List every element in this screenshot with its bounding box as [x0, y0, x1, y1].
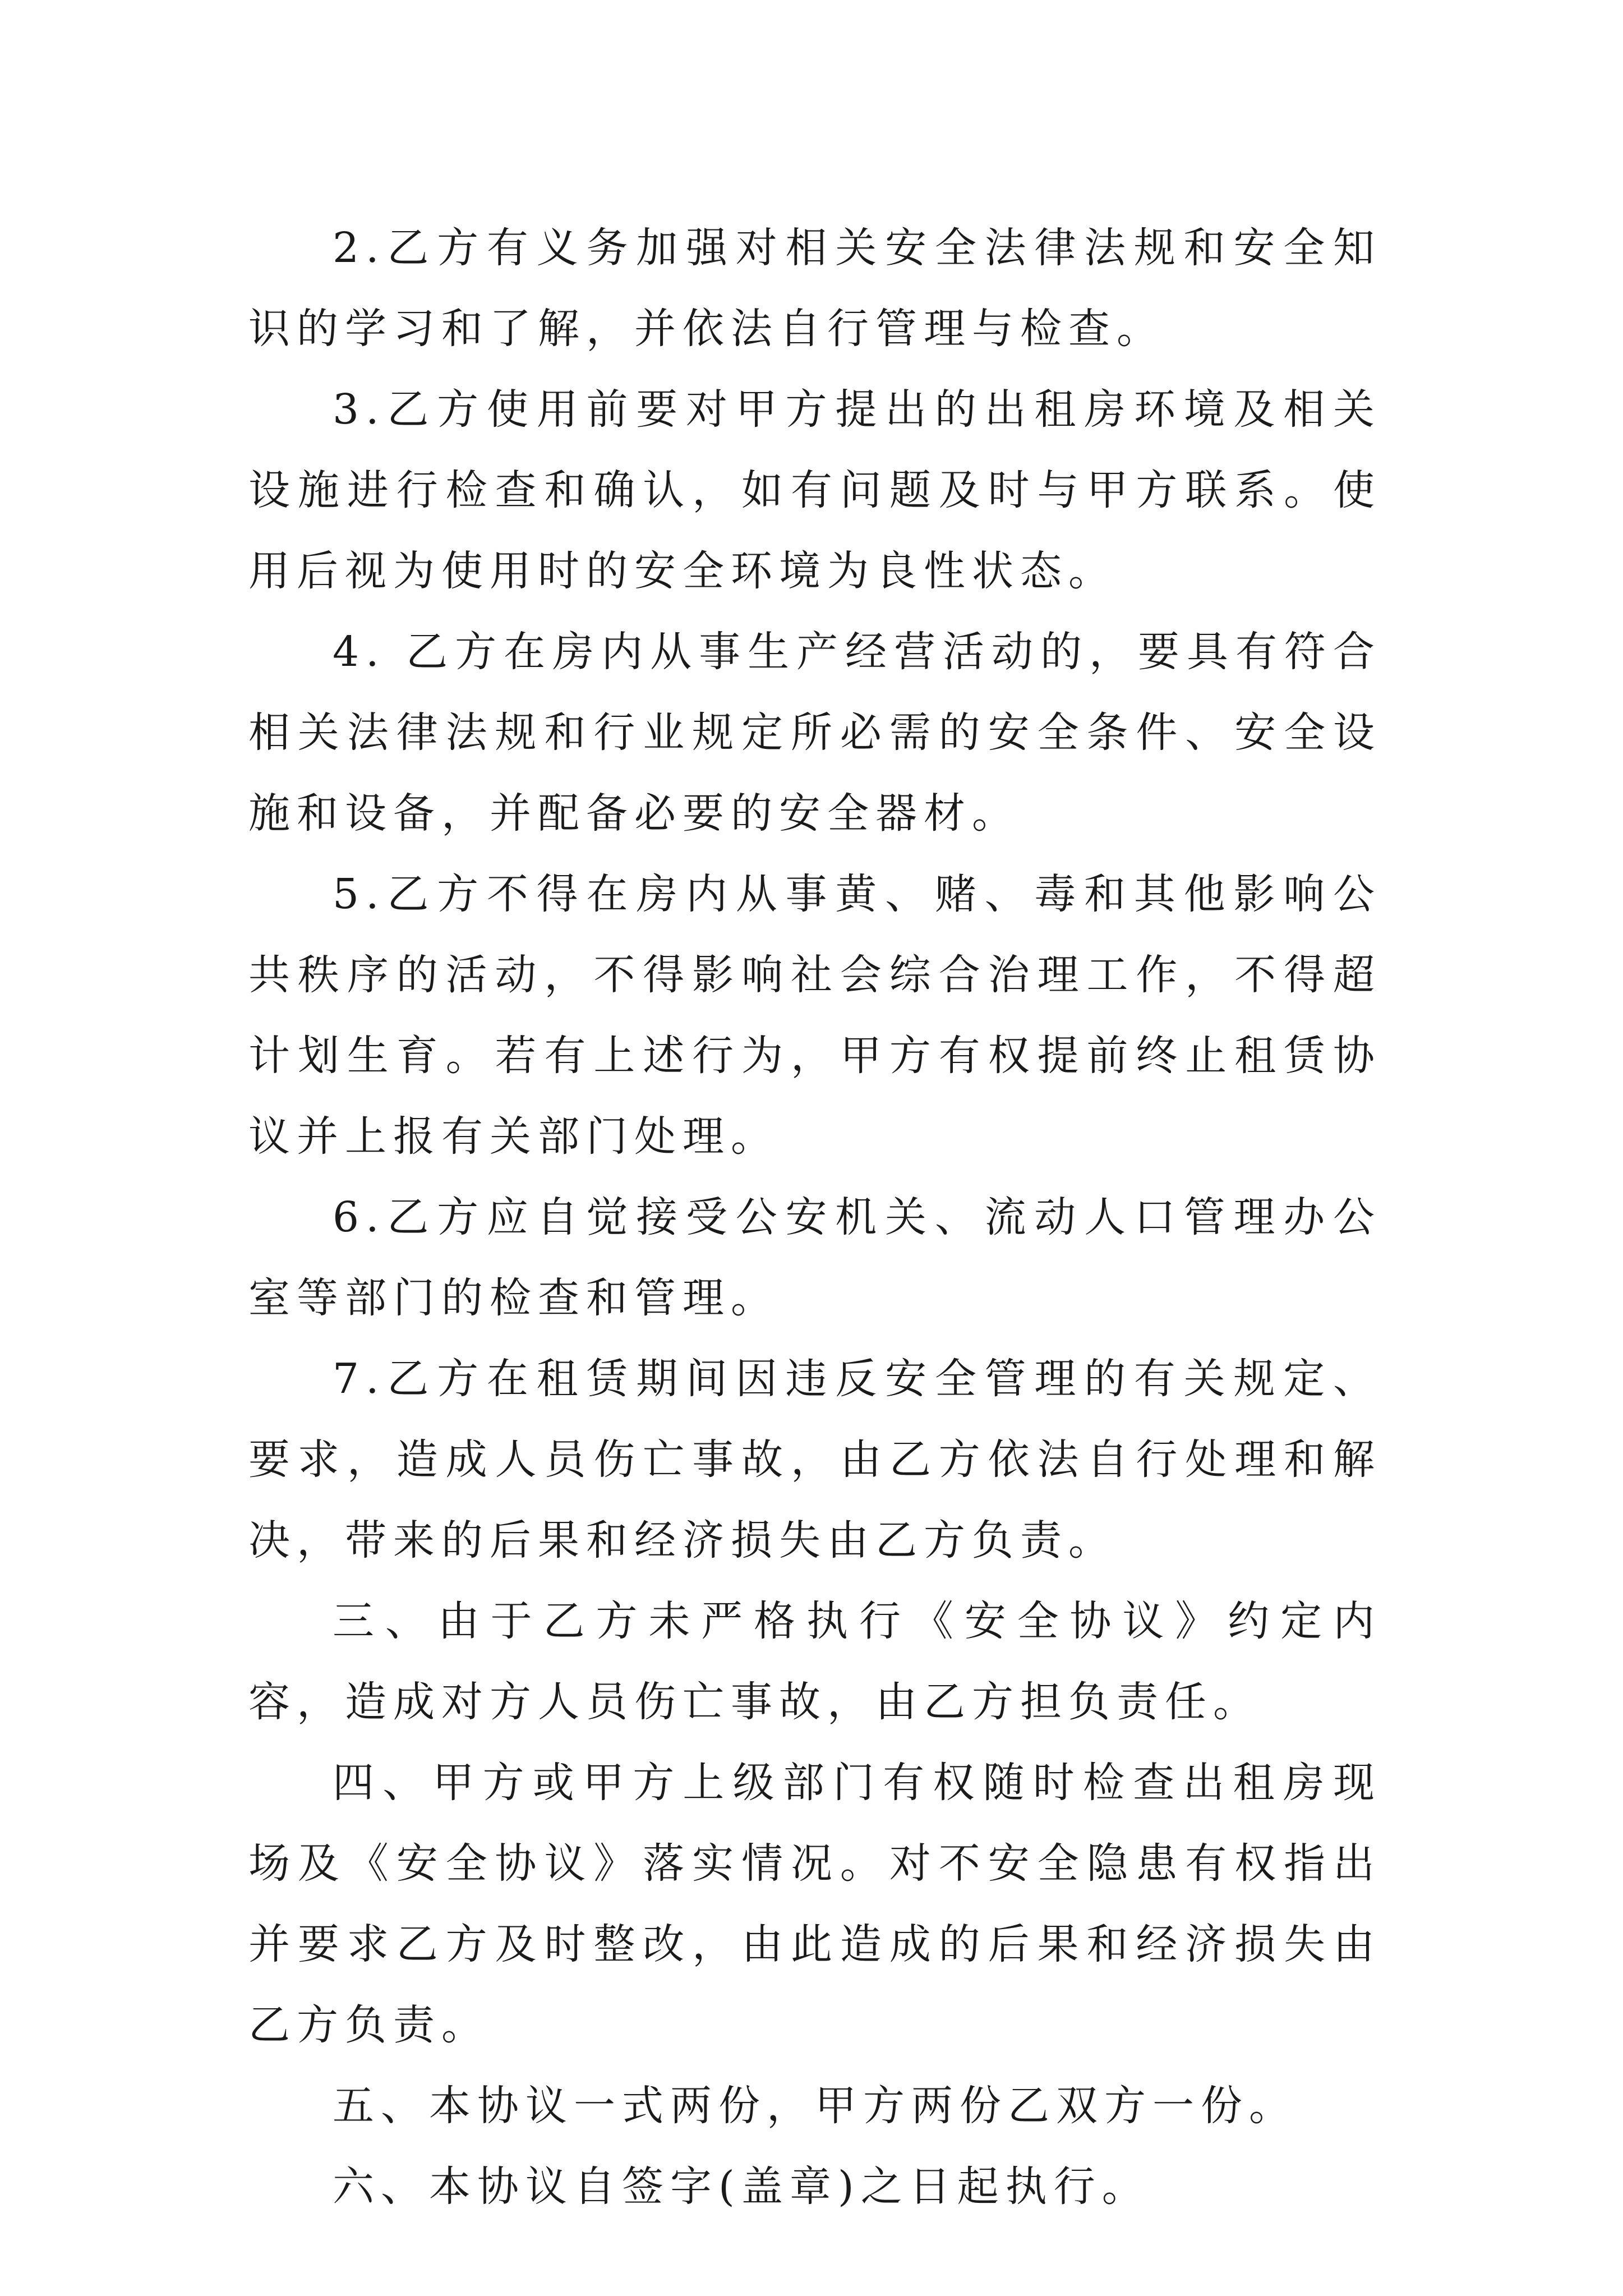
- section-3-paragraph: 三、由于乙方未严格执行《安全协议》约定内容，造成对方人员伤亡事故，由乙方担负责任。: [248, 1597, 1381, 1726]
- section-5-paragraph: 五、本协议一式两份，甲方两份乙双方一份。: [333, 2082, 1297, 2130]
- clause-7-paragraph: 7.乙方在租赁期间因违反安全管理的有关规定、要求，造成人员伤亡事故，由乙方依法自行处理和解决，带来的后果和经济损失由乙方负责。: [248, 1355, 1381, 1565]
- clause-2-paragraph: 2.乙方有义务加强对相关安全法律法规和安全知识的学习和了解，并依法自行管理与检查。: [248, 224, 1381, 353]
- clause-4-paragraph: 4. 乙方在房内从事生产经营活动的，要具有符合相关法律法规和行业规定所必需的安全条件、安全设施和设备，并配备必要的安全器材。: [248, 628, 1381, 838]
- clause-3-paragraph: 3.乙方使用前要对甲方提出的出租房环境及相关设施进行检查和确认，如有问题及时与甲方联系。使用后视为使用时的安全环境为良性状态。: [248, 385, 1381, 595]
- clause-5-paragraph: 5.乙方不得在房内从事黄、赌、毒和其他影响公共秩序的活动，不得影响社会综合治理工作，不得超计划生育。若有上述行为，甲方有权提前终止租赁协议并上报有关部门处理。: [248, 870, 1381, 1161]
- section-6-paragraph: 六、本协议自签字(盖章)之日起执行。: [333, 2162, 1150, 2211]
- section-4-paragraph: 四、甲方或甲方上级部门有权随时检查出租房现场及《安全协议》落实情况。对不安全隐患有权指出并要求乙方及时整改，由此造成的后果和经济损失由乙方负责。: [248, 1759, 1381, 2049]
- document-body: [248, 208, 1381, 2227]
- clause-6-paragraph: 6.乙方应自觉接受公安机关、流动人口管理办公室等部门的检查和管理。: [248, 1193, 1381, 1322]
